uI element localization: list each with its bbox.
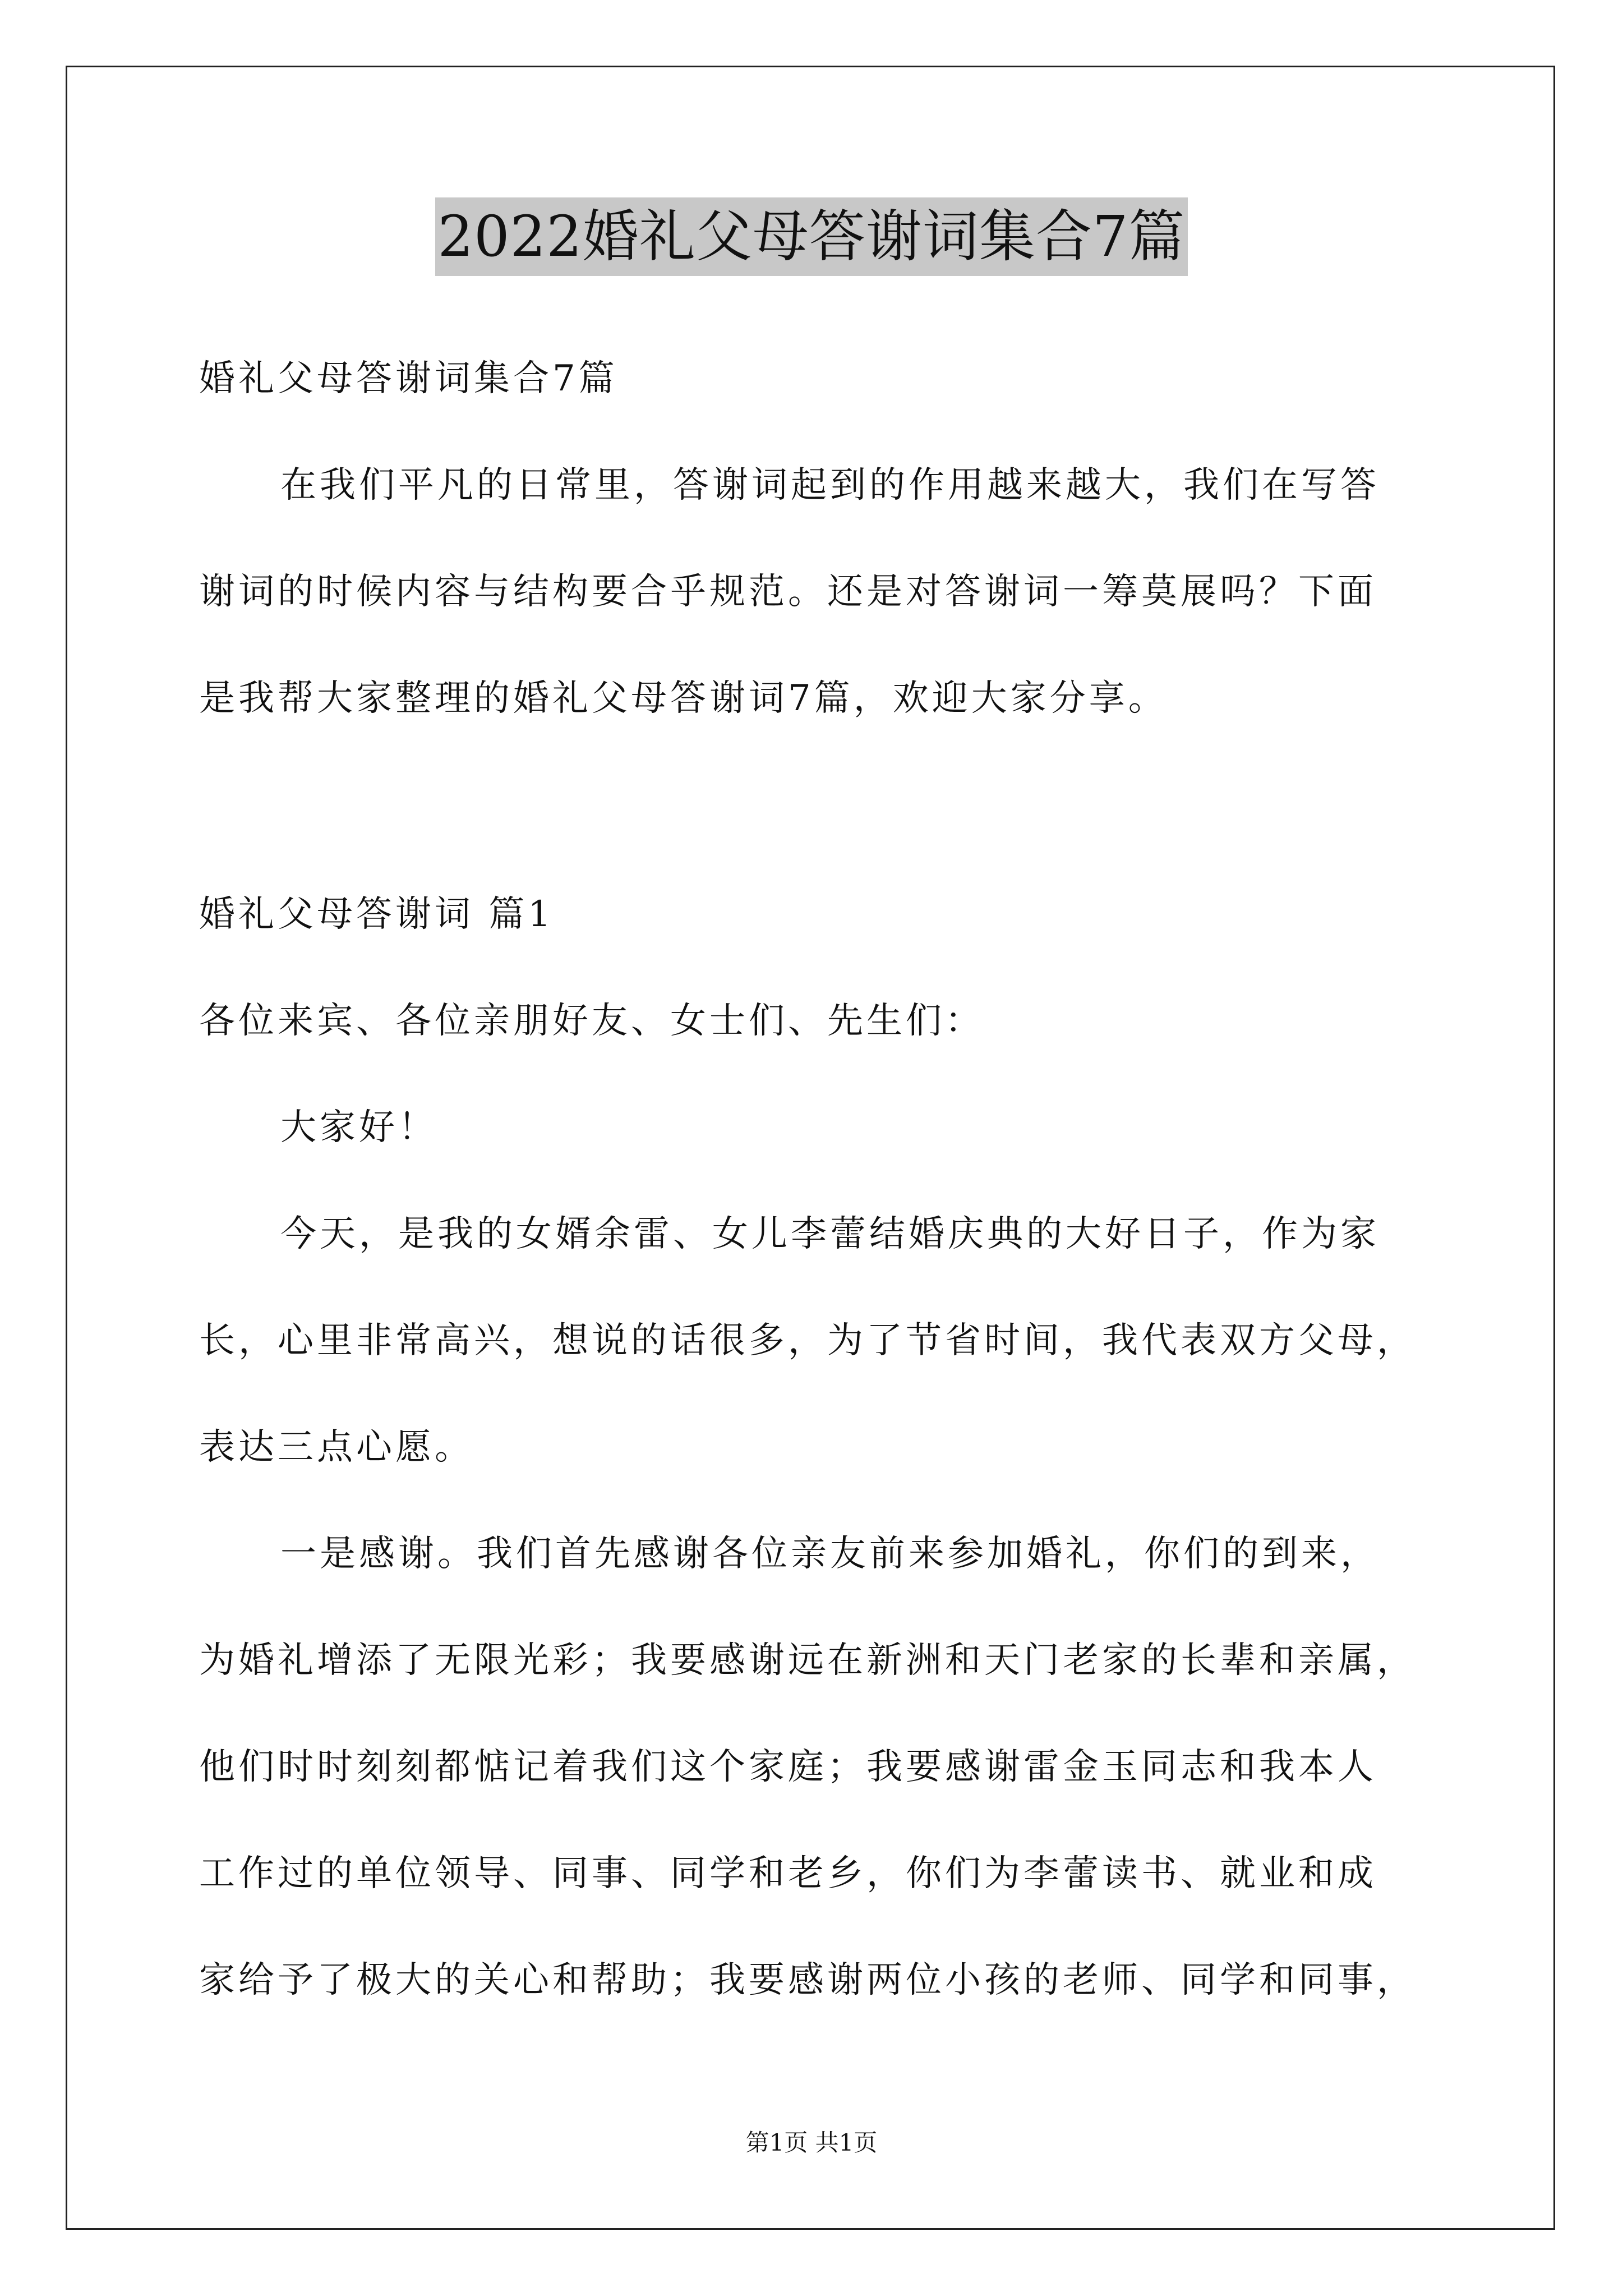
paragraph-line: 工作过的单位领导、同事、同学和老乡，你们为李蕾读书、就业和成	[199, 1853, 1377, 1894]
paragraph-line: 他们时时刻刻都惦记着我们这个家庭；我要感谢雷金玉同志和我本人	[199, 1746, 1377, 1788]
paragraph-line: 一是感谢。我们首先感谢各位亲友前来参加婚礼，你们的到来，	[280, 1533, 1380, 1575]
paragraph-line: 今天，是我的女婿余雷、女儿李蕾结婚庆典的大好日子，作为家	[280, 1213, 1380, 1255]
paragraph-line: 在我们平凡的日常里，答谢词起到的作用越来越大，我们在写答	[280, 464, 1380, 506]
greeting-line: 大家好！	[280, 1107, 437, 1148]
document-title: 2022婚礼父母答谢词集合7篇	[435, 197, 1187, 276]
paragraph-line: 家给予了极大的关心和帮助；我要感谢两位小孩的老师、同学和同事，	[199, 1959, 1416, 2001]
section-heading: 婚礼父母答谢词 篇1	[199, 894, 555, 935]
title-container	[0, 197, 1623, 276]
subtitle-line: 婚礼父母答谢词集合7篇	[199, 358, 618, 399]
paragraph-line: 为婚礼增添了无限光彩；我要感谢远在新洲和天门老家的长辈和亲属，	[199, 1640, 1416, 1681]
paragraph-line: 长，心里非常高兴，想说的话很多，为了节省时间，我代表双方父母，	[199, 1320, 1416, 1361]
salutation-line: 各位来宾、各位亲朋好友、女士们、先生们：	[199, 1000, 984, 1042]
paragraph-line: 表达三点心愿。	[199, 1427, 474, 1468]
paragraph-line: 是我帮大家整理的婚礼父母答谢词7篇，欢迎大家分享。	[199, 678, 1168, 719]
paragraph-line: 谢词的时候内容与结构要合乎规范。还是对答谢词一筹莫展吗？下面	[199, 571, 1377, 613]
page-footer: 第1页 共1页	[745, 2129, 878, 2156]
